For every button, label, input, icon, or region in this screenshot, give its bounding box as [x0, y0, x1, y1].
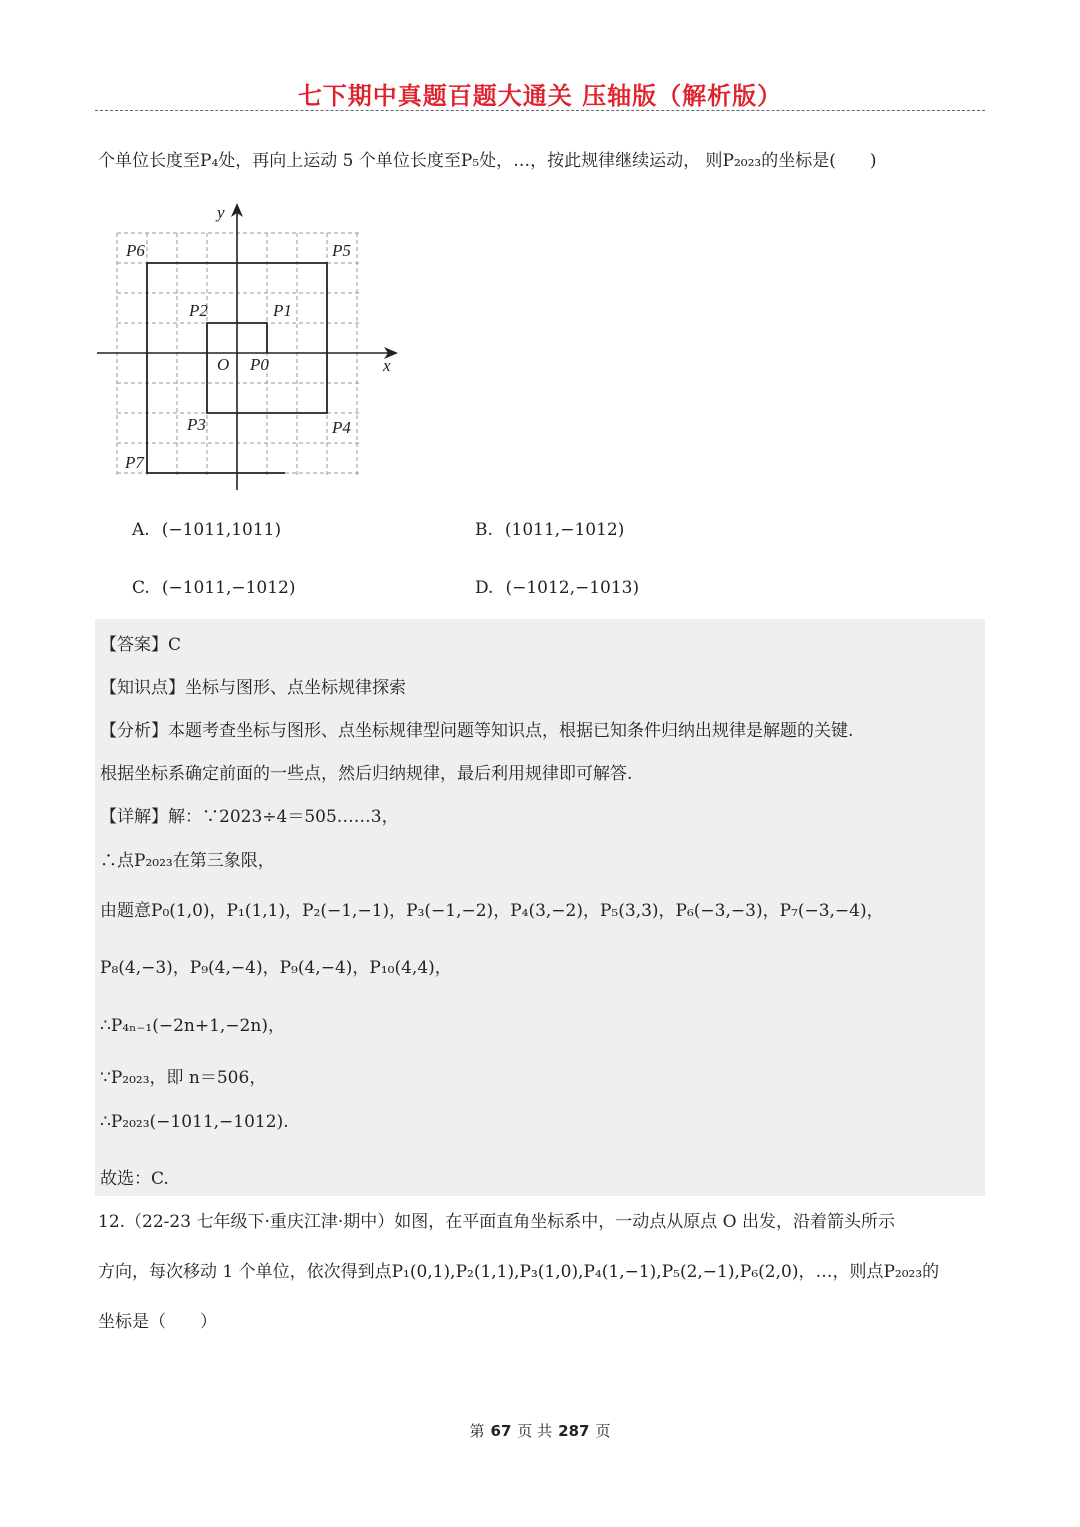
solution-step-2: 由题意P₀(1,0)，P₁(1,1)，P₂(−1,−1)，P₃(−1,−2)，P₄(3,−2)，P₅(3,3)，P₆(−3,−3)，P₇(−3,−4)，: [100, 901, 884, 921]
next-question-line-2: 方向，每次移动 1 个单位，依次得到点P₁(0,1),P₂(1,1),P₃(1,0),P₄(1,−1),P₅(2,−1),P₆(2,0)，…，则点P₂₀₂₃的: [98, 1262, 940, 1282]
point-label-p0: P0: [250, 355, 269, 374]
option-a: A. (−1011,1011): [132, 520, 282, 540]
solution-step-5: ∵P₂₀₂₃，即 n＝506，: [100, 1068, 267, 1088]
answer-line: 【答案】C: [100, 635, 182, 655]
knowledge-line: 【知识点】坐标与图形、点坐标规律探索: [100, 678, 406, 698]
page-header-title: 七下期中真题百题大通关 压轴版（解析版）: [297, 82, 783, 110]
solution-step-6: ∴P₂₀₂₃(−1011,−1012).: [100, 1112, 289, 1132]
current-page-number: 67: [490, 1422, 512, 1440]
point-label-p2: P2: [189, 301, 208, 320]
analysis-line-1: 【分析】本题考查坐标与图形、点坐标规律型问题等知识点，根据已知条件归纳出规律是解题的关键.: [100, 721, 854, 741]
figure-labels: [124, 203, 391, 472]
question-text: 个单位长度至P₄处，再向上运动 5 个单位长度至P₅处，…，按此规律继续运动， 则P₂₀₂₃的坐标是( ): [98, 151, 877, 171]
detail-line: 【详解】解：∵2023÷4＝505……3，: [100, 807, 399, 827]
y-axis-label: y: [217, 203, 225, 222]
next-question-line-3: 坐标是（ ）: [98, 1312, 217, 1332]
total-page-count: 287: [558, 1422, 590, 1440]
analysis-line-2: 根据坐标系确定前面的一些点，然后归纳规律，最后利用规律即可解答.: [100, 764, 633, 784]
solution-step-3: P₈(4,−3)，P₉(4,−4)，P₉(4,−4)，P₁₀(4,4)，: [100, 958, 452, 978]
solution-step-4: ∴P₄ₙ₋₁(−2n+1,−2n)，: [100, 1016, 285, 1036]
option-d: D. (−1012,−1013): [475, 578, 640, 598]
point-label-p5: P5: [332, 241, 351, 260]
option-b: B. (1011,−1012): [475, 520, 625, 540]
x-axis-label: x: [383, 356, 391, 375]
origin-label: O: [217, 355, 230, 374]
coordinate-figure: [95, 200, 405, 495]
point-label-p6: P6: [126, 241, 145, 260]
grid: [117, 233, 360, 475]
solution-step-1: ∴点P₂₀₂₃在第三象限，: [100, 851, 275, 871]
point-label-p7: P7: [125, 453, 144, 472]
point-label-p1: P1: [273, 301, 292, 320]
solution-step-7: 故选：C.: [100, 1169, 169, 1189]
next-question-line-1: 12.（22-23 七年级下·重庆江津·期中）如图，在平面直角坐标系中，一动点从原点 O 出发，沿着箭头所示: [98, 1212, 895, 1232]
option-c: C. (−1011,−1012): [132, 578, 296, 598]
point-label-p3: P3: [187, 415, 206, 434]
page-footer: 第 67 页 共 287 页: [469, 1422, 611, 1440]
point-label-p4: P4: [332, 418, 351, 437]
header-divider: [95, 110, 985, 111]
